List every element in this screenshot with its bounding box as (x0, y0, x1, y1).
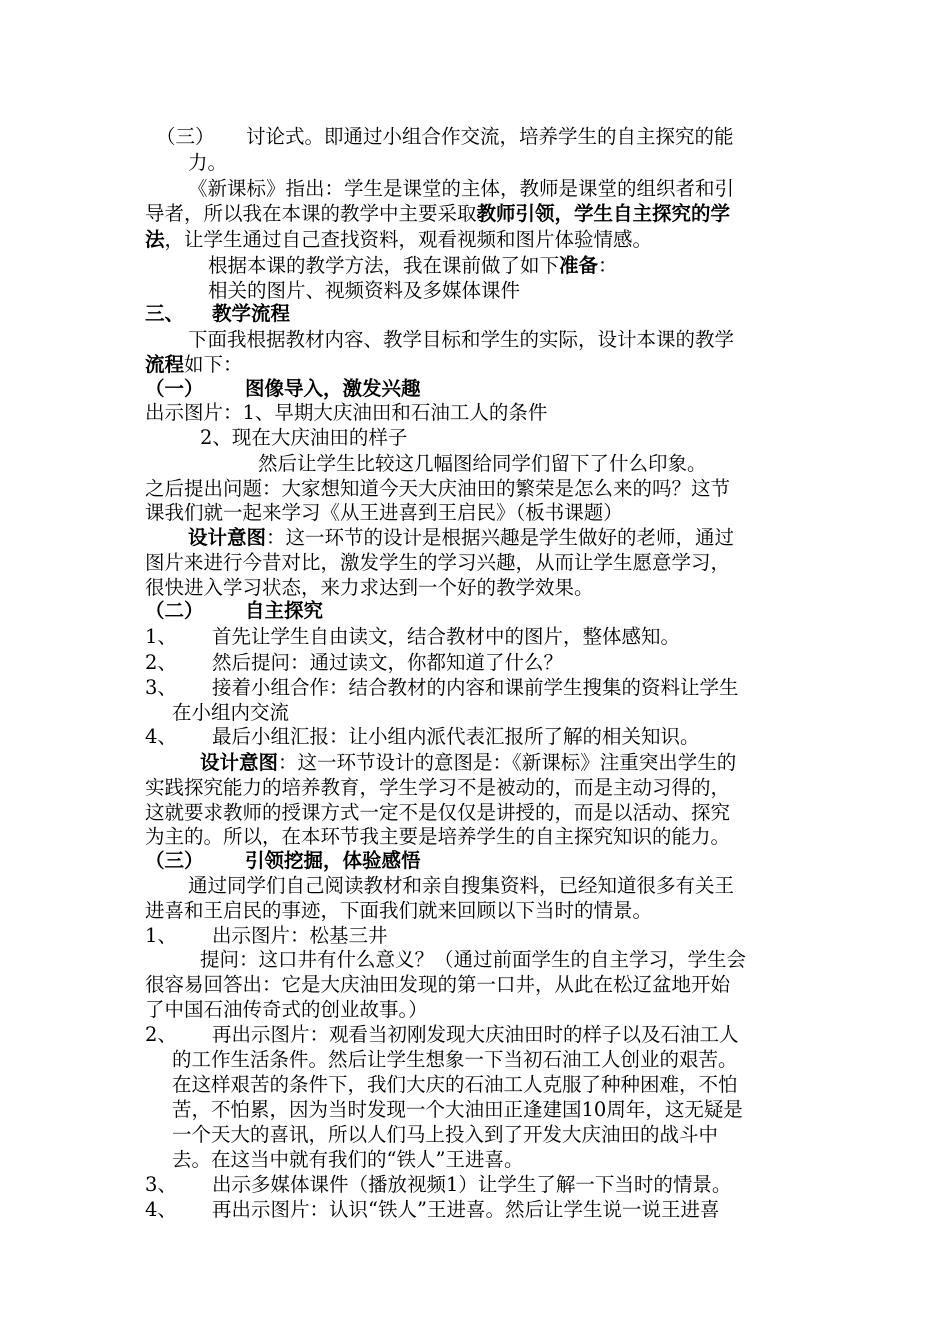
paragraph-line: 为主的。所以，在本环节我主要是培养学生的自主探究知识的能力。 (145, 825, 731, 848)
text-run: ：这一环节的设计是根据兴趣是学生做好的老师，通过 (266, 526, 735, 549)
paragraph-line: 实践探究能力的培养教育，学生学习不是被动的，而是主动习得的， (145, 776, 731, 799)
text-run: 导者，所以我在本课的教学中主要采取 (145, 202, 477, 225)
paragraph-line: 图片来进行今昔对比，激发学生的学习兴趣，从而让学生愿意学习， (145, 551, 731, 574)
paragraph-line (208, 253, 618, 279)
paragraph-line: 了中国石油传奇式的创业故事。） (145, 998, 428, 1021)
paragraph-line: 然后让学生比较这几幅图给同学们留下了什么印象。 (258, 452, 707, 475)
bold-text: 教师引领，学生自主探究的学 (476, 202, 731, 225)
list-number: 3、 (145, 1173, 177, 1196)
list-item: 出示多媒体课件（播放视频1）让学生了解一下当时的情景。 (212, 1173, 732, 1196)
paragraph-line (145, 227, 652, 253)
paragraph-line: 力。 (188, 151, 228, 174)
paragraph-line: 讨论式。即通过小组合作交流，培养学生的自主探究的能 (246, 125, 734, 148)
list-number: 4、 (145, 725, 177, 748)
subsection-title: 图像导入，激发兴趣 (245, 377, 421, 400)
list-number: 3、 (145, 676, 177, 699)
list-item-continuation: 一个天大的喜讯，所以人们马上投入到了开发大庆油田的战斗中 (172, 1123, 719, 1146)
paragraph-line (188, 525, 734, 551)
paragraph-line (200, 750, 736, 776)
list-number: 1、 (145, 924, 177, 947)
paragraph-line: 之后提出问题：大家想知道今天大庆油田的繁荣是怎么来的吗？这节 (145, 477, 731, 500)
subsection-number: （二） (145, 599, 204, 622)
paragraph-line (145, 201, 730, 227)
text-run: ，让学生通过自己查找资料，观看视频和图片体验情感。 (164, 228, 653, 251)
paragraph-line: 课我们就一起来学习《从王进喜到王启民》（板书课题） (145, 501, 623, 524)
paragraph-line: 很容易回答出：它是大庆油田发现的第一口井，从此在松辽盆地开始 (145, 973, 731, 996)
text-run: ： (598, 254, 618, 277)
list-item-continuation: 在这样艰苦的条件下，我们大庆的石油工人克服了种种困难，不怕 (172, 1073, 738, 1096)
paragraph-line: 通过同学们自己阅读教材和亲自搜集资料，已经知道很多有关王 (188, 874, 735, 897)
paragraph-line: 相关的图片、视频资料及多媒体课件 (208, 279, 521, 302)
list-item: 再出示图片：观看当初刚发现大庆油田时的样子以及石油工人 (212, 1023, 739, 1046)
paragraph-line: 进喜和王启民的事迹，下面我们就来回顾以下当时的情景。 (145, 899, 653, 922)
list-item-continuation: 在小组内交流 (172, 701, 290, 724)
paragraph-line: 《新课标》指出：学生是课堂的主体，教师是课堂的组织者和引 (188, 177, 735, 200)
paragraph-line: 2、现在大庆油田的样子 (200, 426, 408, 449)
text-run: ：这一环节设计的意图是：《新课标》注重突出学生的 (278, 751, 737, 774)
list-item: 再出示图片：认识“铁人”王进喜。然后让学生说一说王进喜 (212, 1198, 720, 1221)
list-item: 然后提问：通过读文，你都知道了什么？ (212, 651, 564, 674)
list-item: 最后小组汇报：让小组内派代表汇报所了解的相关知识。 (212, 725, 700, 748)
subsection-number: （一） (145, 377, 204, 400)
list-item: 接着小组合作：结合教材的内容和课前学生搜集的资料让学生 (212, 676, 739, 699)
section-number: 三、 (145, 302, 185, 325)
bold-text: 设计意图 (200, 751, 279, 774)
bold-text: 准备 (559, 254, 599, 277)
list-item-continuation: 的工作生活条件。然后让学生想象一下当初石油工人创业的艰苦。 (172, 1048, 738, 1071)
paragraph-line (145, 352, 243, 378)
paragraph-line: 很快进入学习状态，来力求达到一个好的教学效果。 (145, 576, 594, 599)
list-number: 2、 (145, 651, 177, 674)
bold-text: 法 (145, 228, 165, 251)
subsection-title: 自主探究 (245, 599, 324, 622)
list-number: 1、 (145, 625, 177, 648)
list-number: 2、 (145, 1023, 177, 1046)
text-run: 如下： (184, 353, 243, 376)
paragraph-line: 这就要求教师的授课方式一定不是仅仅是讲授的，而是以活动、探究 (145, 801, 731, 824)
text-run: 根据本课的教学方法，我在课前做了如下 (208, 254, 560, 277)
paragraph-line: 出示图片：1、早期大庆油田和石油工人的条件 (145, 401, 548, 424)
paragraph-line: 下面我根据教材内容、教学目标和学生的实际，设计本课的教学 (188, 328, 735, 351)
bold-text: 设计意图 (188, 526, 267, 549)
list-item: 首先让学生自由读文，结合教材中的图片，整体感知。 (212, 625, 681, 648)
bold-text: 流程 (145, 353, 185, 376)
section-title: 教学流程 (212, 302, 291, 325)
subsection-number: （三） (145, 849, 204, 872)
paragraph-line: 提问：这口井有什么意义？（通过前面学生的自主学习，学生会 (200, 948, 747, 971)
list-item-continuation: 苦，不怕累，因为当时发现一个大油田正逢建国10周年，这无疑是 (172, 1098, 743, 1121)
list-number: 4、 (145, 1198, 177, 1221)
list-number: （三） (156, 125, 215, 148)
list-item: 出示图片：松基三井 (212, 924, 388, 947)
subsection-title: 引领挖掘，体验感悟 (245, 849, 421, 872)
list-item-continuation: 去。在这当中就有我们的“铁人”王进喜。 (172, 1148, 524, 1171)
